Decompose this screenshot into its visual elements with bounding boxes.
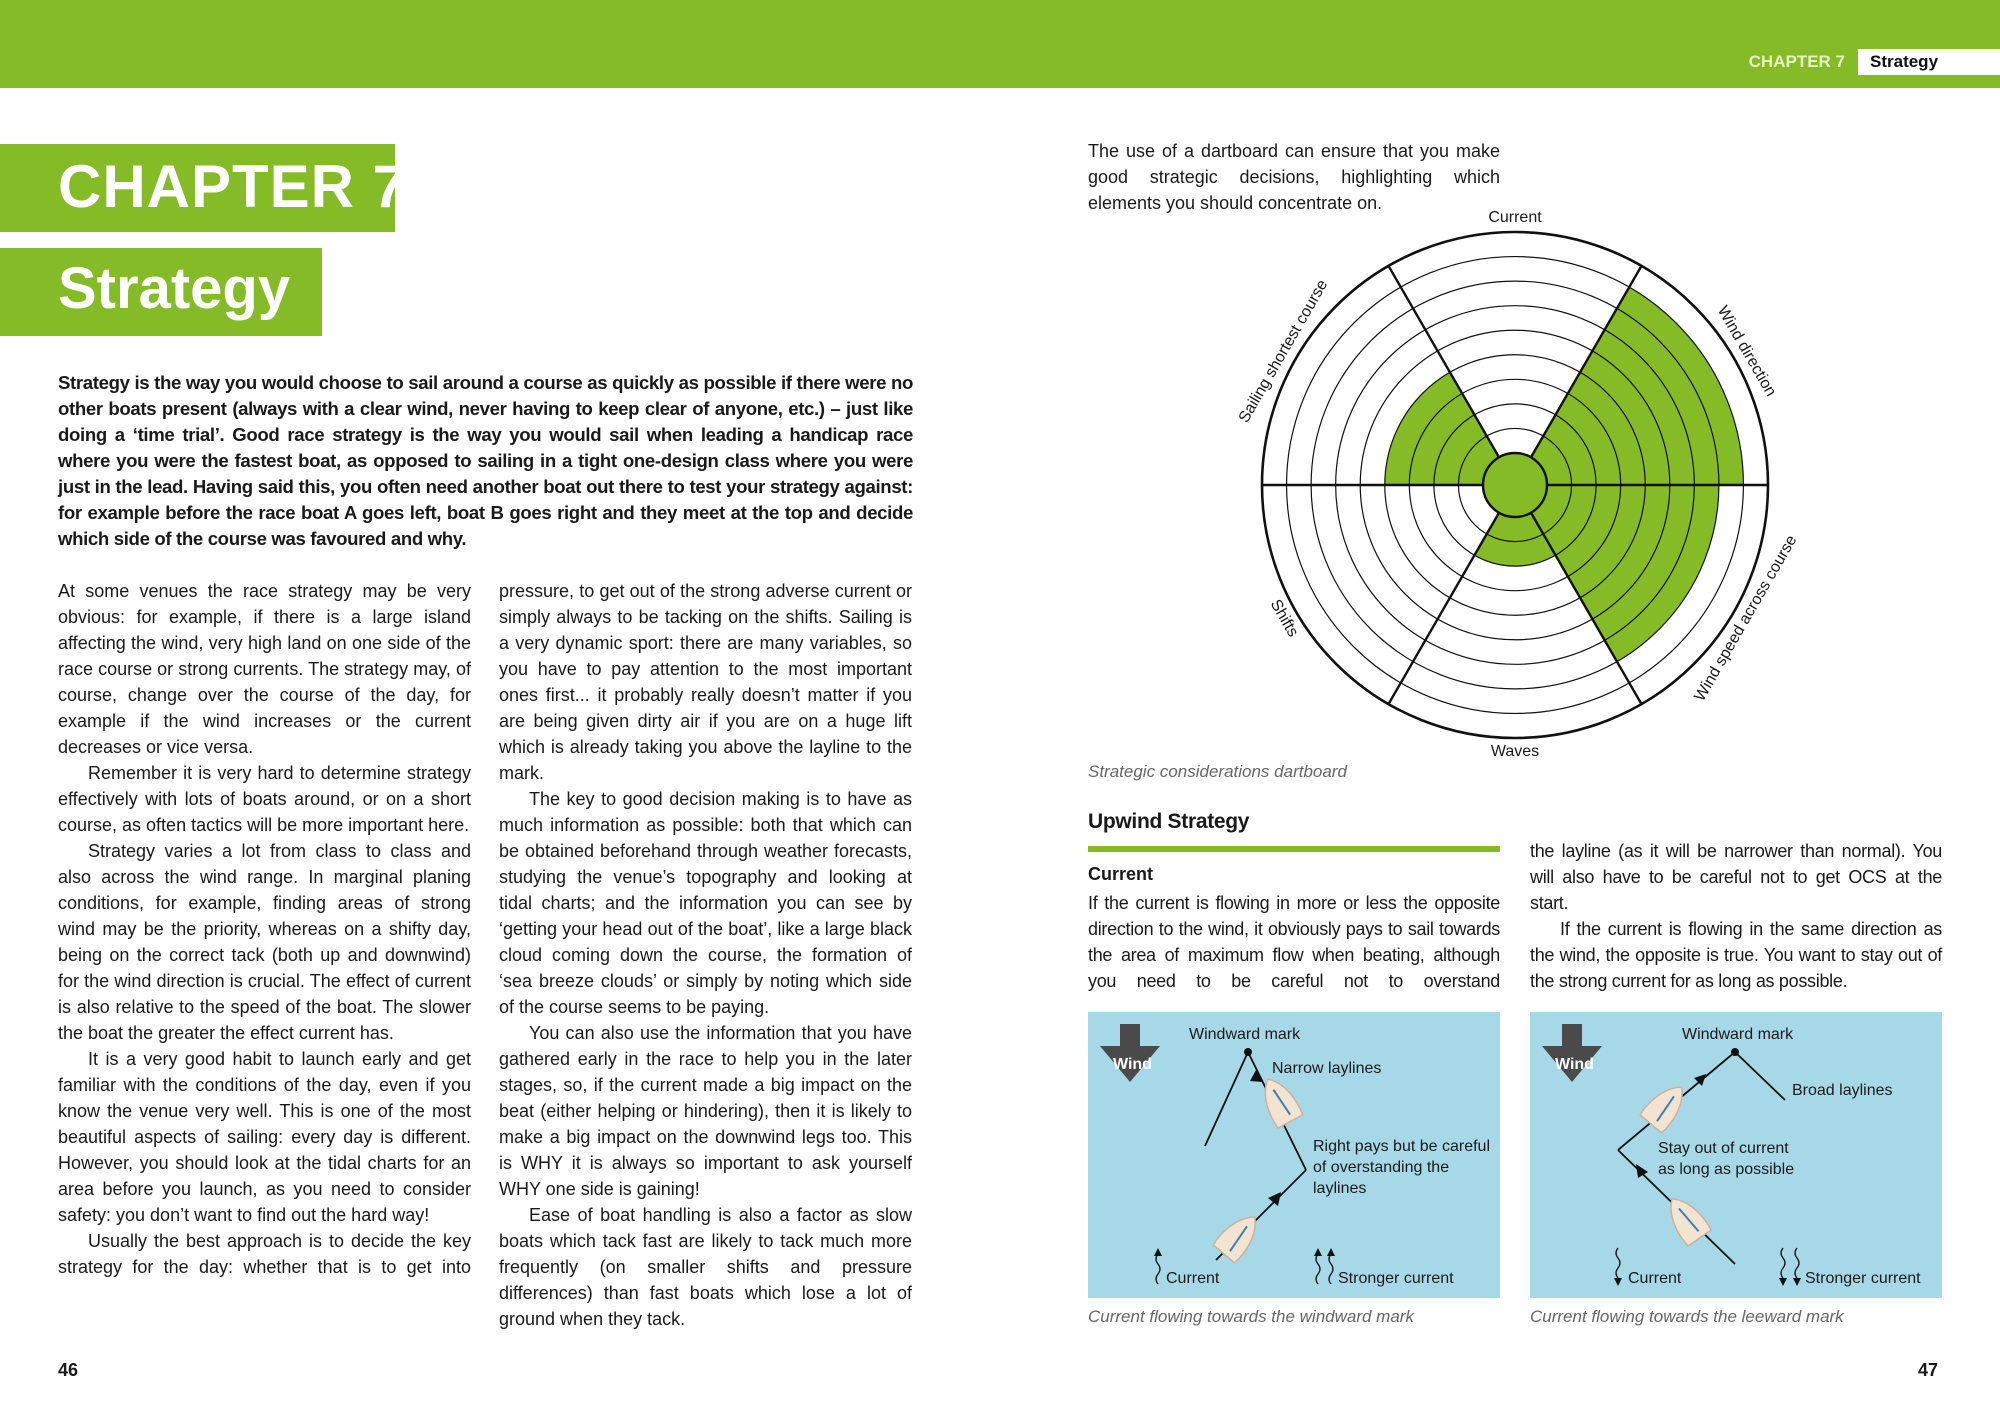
paragraph: Ease of boat handling is also a factor as slow boats which tack fast are likely to tack much more frequently (on smaller shifts and pressure differences) than fast boats which lose a lot of ground when they tack. bbox=[499, 1205, 912, 1329]
section-heading: Upwind Strategy bbox=[1088, 810, 1250, 833]
page-number-left: 46 bbox=[58, 1360, 79, 1380]
chapter-title: Strategy bbox=[58, 256, 291, 321]
segment-fill-wind-speed-across-course bbox=[1531, 485, 1719, 662]
left-column-1 bbox=[58, 578, 471, 1280]
intro-paragraph: Strategy is the way you would choose to sail around a course as quickly as possible if there were no other boats present (always with a clear wind, never having to keep clear of anyone, etc.) – just like doing a ‘time trial’. Good race strategy is the way you would sail when leading a handicap race where you were the fastest boat, as opposed to sailing in a tight one-design class where you were just in the lead. Having said this, you often need another boat out there to test your strategy against: for example before the race boat A goes left, boat B goes right and they meet at the top and decide which side of the course was favoured and why. bbox=[58, 372, 913, 549]
heading-rule bbox=[1088, 846, 1500, 852]
wind-label: Wind bbox=[1555, 1056, 1594, 1073]
running-title: Strategy bbox=[1858, 49, 2000, 75]
dartboard-chart bbox=[1200, 195, 1840, 775]
dartboard-caption: Strategic considerations dartboard bbox=[1088, 762, 1347, 781]
paragraph: Usually the best approach is to decide the key strategy for the day: whether that is to get into bbox=[58, 1231, 471, 1277]
left-column-2 bbox=[499, 578, 912, 1332]
wind-label: Wind bbox=[1113, 1056, 1152, 1073]
paragraph: You can also use the information that you have gathered early in the race to help you in the later stages, so, if the current made a big impact on the beat (either helping or hindering), then it is likely to make a big impact on the downwind legs too. This is WHY it is always so important to ask yourself WHY one side is gaining! bbox=[499, 1023, 912, 1199]
laylines-label: Narrow laylines bbox=[1272, 1060, 1382, 1077]
stronger-current-icon bbox=[1316, 1254, 1333, 1284]
stronger-current-icon bbox=[1781, 1248, 1799, 1278]
current-arrow-icon bbox=[1616, 1248, 1620, 1278]
laylines-label: Broad laylines bbox=[1792, 1082, 1893, 1099]
subheading: Current bbox=[1088, 864, 1154, 884]
stronger-current-label: Stronger current bbox=[1338, 1270, 1454, 1287]
paragraph: If the current is flowing in the same direction as the wind, the opposite is true. You want to stay out of the strong current for as long as possible. bbox=[1530, 919, 1942, 991]
diagram-leeward-current bbox=[1530, 1012, 1942, 1298]
dartboard-label: Wind direction bbox=[1713, 303, 1780, 400]
lead-paragraph: The use of a dartboard can ensure that you make good strategic decisions, highlighting which elements you should concentrate on. bbox=[1088, 141, 1500, 213]
diagram-caption: Current flowing towards the leeward mark bbox=[1530, 1307, 1844, 1326]
dartboard-label: Sailing shortest course bbox=[1235, 277, 1332, 426]
diagram-caption: Current flowing towards the windward mark bbox=[1088, 1307, 1414, 1326]
dartboard-center bbox=[1483, 453, 1547, 517]
track-arrow-icon bbox=[1268, 1192, 1281, 1206]
paragraph: Strategy varies a lot from class to class and also across the wind range. In marginal planing conditions, for example, finding areas of strong wind may be the priority, whereas on a shifty day, being on the correct tack (both up and downwind) for the wind direction is crucial. The effect of current is also relative to the speed of the boat. The slower the boat the greater the effect current has. bbox=[58, 841, 471, 1043]
paragraph: It is a very good habit to launch early and get familiar with the conditions of the day, even if you know the venue very well. This is one of the most beautiful aspects of sailing: every day is different. However, you should look at the tidal charts for an area before you launch, as you need to consider safety: you don’t want to find out the hard way! bbox=[58, 1049, 471, 1225]
paragraph: pressure, to get out of the strong adverse current or simply always to be tacking on the shifts. Sailing is a very dynamic sport: there are many variables, so you have to pay attention to the most important ones first... it probably really doesn’t matter if you are being given dirty air if you are on a huge lift which is already taking you above the layline to the mark. bbox=[499, 581, 912, 783]
current-label: Current bbox=[1628, 1270, 1682, 1287]
strategy-note: Stay out of current as long as possible bbox=[1658, 1140, 1795, 1178]
right-column-2 bbox=[1530, 838, 1942, 994]
paragraph: At some venues the race strategy may be very obvious: for example, if there is a large island affecting the wind, very high land on one side of the race course or strong currents. The strategy may, of course, change over the course of the day, for example if the wind increases or the current decreases or vice versa. bbox=[58, 581, 471, 757]
dartboard-label: Wind speed across course bbox=[1691, 532, 1801, 705]
paragraph: Remember it is very hard to determine strategy effectively with lots of boats around, or on a short course, as often tactics will be more important here. bbox=[58, 763, 471, 835]
right-column-1 bbox=[1088, 890, 1500, 994]
strategy-note: Right pays but be careful of overstanding the laylines bbox=[1313, 1138, 1490, 1197]
dartboard-label: Waves bbox=[1490, 743, 1540, 761]
diagram-windward-current bbox=[1088, 1012, 1500, 1298]
starboard-layline bbox=[1735, 1052, 1785, 1100]
dartboard-label: Current bbox=[1488, 209, 1542, 227]
stronger-current-label: Stronger current bbox=[1805, 1270, 1921, 1287]
port-layline bbox=[1205, 1052, 1248, 1146]
dartboard-label: Shifts bbox=[1266, 596, 1302, 640]
paragraph: The key to good decision making is to have as much information as possible: both that which can be obtained beforehand through weather forecasts, studying the venue’s topography and looking at tidal charts; and the information you can see by ‘getting your head out of the boat’, like a large black cloud coming down the course, the formation of ‘sea breeze clouds’ or simply by noting which side of the course seems to be paying. bbox=[499, 789, 912, 1017]
running-chapter: CHAPTER 7 bbox=[1748, 52, 1845, 71]
paragraph: If the current is flowing in more or less the opposite direction to the wind, it obviously pays to sail towards the area of maximum flow when beating, although you need to be careful not to overstand bbox=[1088, 893, 1500, 991]
windward-mark-label: Windward mark bbox=[1189, 1026, 1301, 1043]
windward-mark-label: Windward mark bbox=[1682, 1026, 1794, 1043]
chapter-number: CHAPTER 7 bbox=[58, 153, 408, 220]
current-arrow-icon bbox=[1156, 1254, 1160, 1284]
current-label: Current bbox=[1166, 1270, 1220, 1287]
track-arrow-icon bbox=[1636, 1164, 1648, 1178]
header-bar bbox=[0, 0, 2000, 88]
page-number-right: 47 bbox=[1918, 1360, 1939, 1380]
paragraph: the layline (as it will be narrower than normal). You will also have to be careful not to get OCS at the start. bbox=[1530, 841, 1942, 913]
